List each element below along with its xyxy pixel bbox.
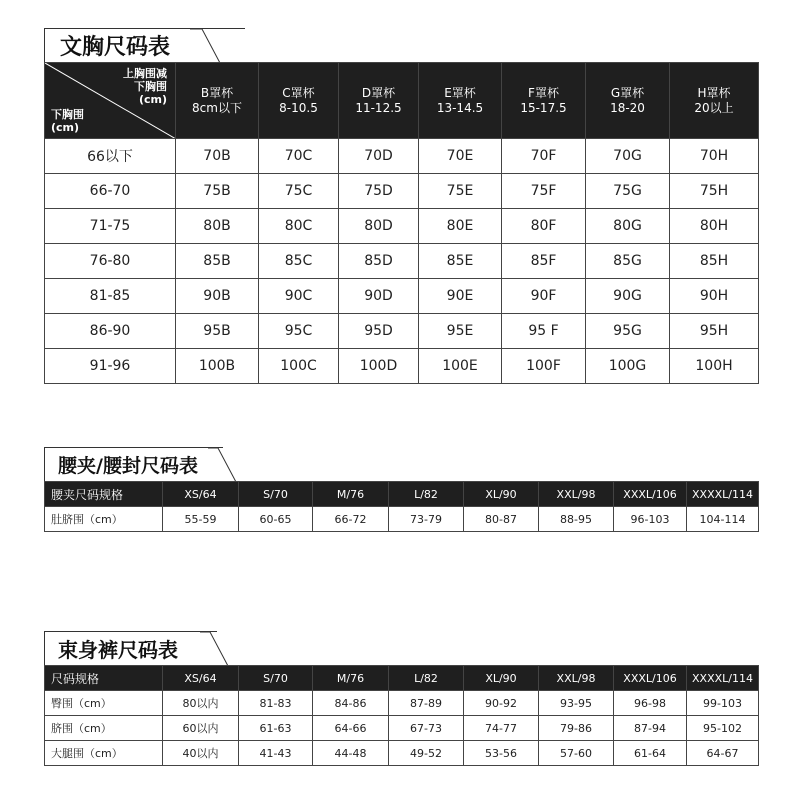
size-cell: 80H: [670, 209, 759, 244]
band-cell: 66以下: [45, 139, 176, 174]
band-cell: 71-75: [45, 209, 176, 244]
value-cell: 80以内: [163, 691, 239, 716]
size-cell: 75F: [502, 174, 586, 209]
waist-title: 腰夹/腰封尺码表: [48, 448, 218, 480]
table-row: [45, 209, 759, 244]
value-cell: 49-52: [389, 741, 464, 766]
size-header: XXXXL/114: [687, 482, 759, 507]
size-cell: 95G: [586, 314, 670, 349]
size-header: L/82: [389, 482, 464, 507]
size-cell: 90G: [586, 279, 670, 314]
size-cell: 75E: [419, 174, 502, 209]
size-cell: 70C: [259, 139, 339, 174]
cup-range: 8-10.5: [279, 100, 318, 115]
size-header: M/76: [313, 482, 389, 507]
value-cell: 60-65: [239, 507, 313, 532]
size-cell: 80B: [176, 209, 259, 244]
value-cell: 40以内: [163, 741, 239, 766]
table-row: [45, 741, 759, 766]
value-cell: 44-48: [313, 741, 389, 766]
cup-range: 8cm以下: [192, 100, 242, 115]
size-header: L/82: [389, 666, 464, 691]
size-cell: 90F: [502, 279, 586, 314]
row-label: 肚脐围（cm）: [45, 507, 163, 532]
value-cell: 57-60: [539, 741, 614, 766]
table-row: [45, 349, 759, 384]
size-cell: 100C: [259, 349, 339, 384]
band-cell: 86-90: [45, 314, 176, 349]
cup-name: C罩杯: [282, 85, 315, 100]
size-cell: 90C: [259, 279, 339, 314]
value-cell: 80-87: [464, 507, 539, 532]
value-cell: 74-77: [464, 716, 539, 741]
row-label: 臀围（cm）: [45, 691, 163, 716]
cup-name: E罩杯: [444, 85, 476, 100]
value-cell: 61-63: [239, 716, 313, 741]
corner-bottom-label: 下胸围 (cm): [51, 108, 84, 134]
band-cell: 91-96: [45, 349, 176, 384]
size-cell: 95H: [670, 314, 759, 349]
value-cell: 93-95: [539, 691, 614, 716]
value-cell: 87-94: [614, 716, 687, 741]
waist-size-table: [44, 481, 759, 532]
waist-header-row: [45, 482, 759, 507]
value-cell: 104-114: [687, 507, 759, 532]
size-cell: 75B: [176, 174, 259, 209]
value-cell: 41-43: [239, 741, 313, 766]
size-header: XL/90: [464, 666, 539, 691]
bra-corner-header: [45, 63, 176, 139]
size-header: XL/90: [464, 482, 539, 507]
value-cell: 53-56: [464, 741, 539, 766]
band-cell: 81-85: [45, 279, 176, 314]
value-cell: 95-102: [687, 716, 759, 741]
table-row: [45, 174, 759, 209]
value-cell: 79-86: [539, 716, 614, 741]
value-cell: 90-92: [464, 691, 539, 716]
value-cell: 55-59: [163, 507, 239, 532]
bra-title-tab-icon: [190, 28, 230, 64]
size-cell: 85D: [339, 244, 419, 279]
value-cell: 96-103: [614, 507, 687, 532]
size-cell: 70D: [339, 139, 419, 174]
size-header: XXL/98: [539, 482, 614, 507]
value-cell: 60以内: [163, 716, 239, 741]
cup-range: 20以上: [694, 100, 734, 115]
cup-name: D罩杯: [361, 85, 396, 100]
size-cell: 85C: [259, 244, 339, 279]
cup-name: H罩杯: [697, 85, 731, 100]
size-cell: 90E: [419, 279, 502, 314]
size-header: M/76: [313, 666, 389, 691]
cup-header: [339, 63, 419, 139]
size-cell: 70E: [419, 139, 502, 174]
size-cell: 90B: [176, 279, 259, 314]
shaper-header-row: [45, 666, 759, 691]
size-header: XS/64: [163, 482, 239, 507]
size-header: XS/64: [163, 666, 239, 691]
size-cell: 100B: [176, 349, 259, 384]
size-cell: 70H: [670, 139, 759, 174]
value-cell: 88-95: [539, 507, 614, 532]
value-cell: 61-64: [614, 741, 687, 766]
header-label: 尺码规格: [45, 666, 163, 691]
table-row: [45, 139, 759, 174]
bra-title: 文胸尺码表: [50, 29, 200, 61]
size-cell: 100G: [586, 349, 670, 384]
shaper-title: 束身裤尺码表: [48, 632, 208, 664]
cup-header: [586, 63, 670, 139]
size-cell: 75H: [670, 174, 759, 209]
size-cell: 80F: [502, 209, 586, 244]
value-cell: 64-66: [313, 716, 389, 741]
size-cell: 80D: [339, 209, 419, 244]
size-cell: 90D: [339, 279, 419, 314]
bra-table-body: [45, 139, 759, 384]
size-cell: 80E: [419, 209, 502, 244]
shaper-title-tab-icon: [200, 631, 240, 667]
waist-title-tab-icon: [208, 447, 248, 483]
size-cell: 75D: [339, 174, 419, 209]
size-cell: 95E: [419, 314, 502, 349]
value-cell: 66-72: [313, 507, 389, 532]
size-cell: 100D: [339, 349, 419, 384]
cup-name: G罩杯: [610, 85, 645, 100]
table-row: [45, 314, 759, 349]
row-label: 脐围（cm）: [45, 716, 163, 741]
size-cell: 75C: [259, 174, 339, 209]
size-cell: 85H: [670, 244, 759, 279]
size-header: XXXXL/114: [687, 666, 759, 691]
bra-size-table: [44, 62, 759, 384]
value-cell: 84-86: [313, 691, 389, 716]
value-cell: 64-67: [687, 741, 759, 766]
size-header: XXXL/106: [614, 482, 687, 507]
size-cell: 85G: [586, 244, 670, 279]
value-cell: 87-89: [389, 691, 464, 716]
size-cell: 70B: [176, 139, 259, 174]
cup-range: 15-17.5: [520, 100, 567, 115]
size-cell: 95C: [259, 314, 339, 349]
size-cell: 95D: [339, 314, 419, 349]
cup-header: [502, 63, 586, 139]
size-cell: 90H: [670, 279, 759, 314]
value-cell: 67-73: [389, 716, 464, 741]
value-cell: 96-98: [614, 691, 687, 716]
size-cell: 70F: [502, 139, 586, 174]
size-header: S/70: [239, 666, 313, 691]
cup-header: [259, 63, 339, 139]
value-cell: 81-83: [239, 691, 313, 716]
size-header: XXXL/106: [614, 666, 687, 691]
header-label: 腰夹尺码规格: [45, 482, 163, 507]
size-header: XXL/98: [539, 666, 614, 691]
size-cell: 80G: [586, 209, 670, 244]
size-cell: 95B: [176, 314, 259, 349]
size-cell: 85F: [502, 244, 586, 279]
cup-range: 18-20: [610, 100, 645, 115]
cup-header: [419, 63, 502, 139]
size-cell: 100F: [502, 349, 586, 384]
value-cell: 99-103: [687, 691, 759, 716]
cup-name: B罩杯: [200, 85, 234, 100]
table-row: [45, 691, 759, 716]
band-cell: 76-80: [45, 244, 176, 279]
band-cell: 66-70: [45, 174, 176, 209]
table-row: [45, 507, 759, 532]
value-cell: 73-79: [389, 507, 464, 532]
size-cell: 95 F: [502, 314, 586, 349]
waist-table-body: [45, 507, 759, 532]
corner-top-label: 上胸围减 下胸围 (cm): [123, 67, 167, 106]
size-cell: 85B: [176, 244, 259, 279]
cup-header: [176, 63, 259, 139]
cup-range: 13-14.5: [436, 100, 484, 115]
table-row: [45, 244, 759, 279]
shaper-table-body: [45, 691, 759, 766]
size-cell: 70G: [586, 139, 670, 174]
table-row: [45, 716, 759, 741]
size-cell: 80C: [259, 209, 339, 244]
size-cell: 100H: [670, 349, 759, 384]
size-cell: 100E: [419, 349, 502, 384]
size-cell: 75G: [586, 174, 670, 209]
row-label: 大腿围（cm）: [45, 741, 163, 766]
cup-header: [670, 63, 759, 139]
size-header: S/70: [239, 482, 313, 507]
size-cell: 85E: [419, 244, 502, 279]
shaper-size-table: [44, 665, 759, 766]
cup-range: 11-12.5: [355, 100, 402, 115]
cup-name: F罩杯: [528, 85, 559, 100]
table-row: [45, 279, 759, 314]
